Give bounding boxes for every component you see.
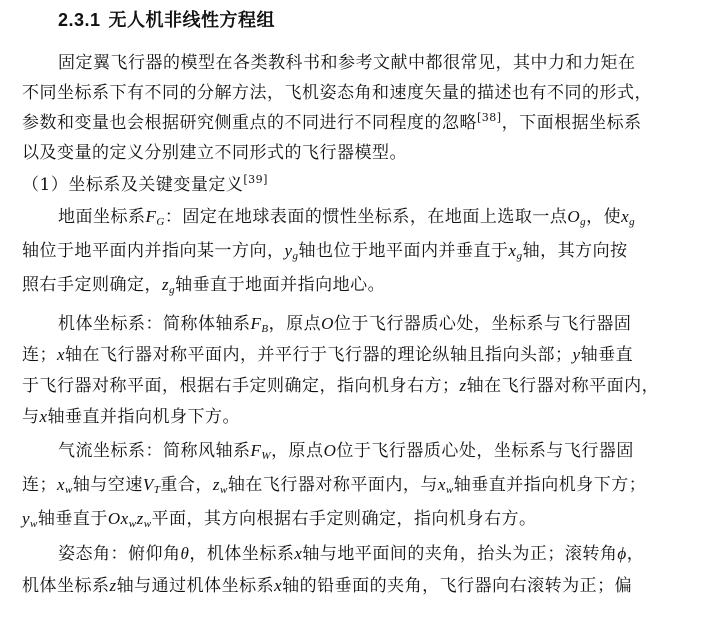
- text-line: [22, 170, 712, 200]
- text-run: 轴垂直于地面并指向地心。: [175, 275, 386, 295]
- text-run: ，机体坐标系: [189, 544, 295, 564]
- text-run: 照右手定则确定，: [22, 275, 162, 295]
- text-run: 轴与地平面间的夹角，抬头为正；滚转角: [302, 544, 618, 564]
- math-symbol: $z_w$: [212, 475, 228, 496]
- section-title: 无人机非线性方程组: [108, 10, 276, 30]
- text-run: 参数和变量也会根据研究侧重点的不同进行不同程度的忽略: [22, 113, 477, 133]
- math-symbol: $x_g$: [508, 241, 523, 262]
- text-line: [22, 370, 712, 401]
- text-line: [22, 78, 712, 108]
- text-run: ，使: [586, 207, 622, 227]
- text-line: [22, 538, 712, 570]
- math-symbol: $y_w$: [22, 509, 38, 530]
- text-run: 轴在飞行器对称平面内，: [466, 376, 660, 396]
- text-line: [22, 234, 712, 268]
- text-run: ：固定在地球表面的惯性坐标系，在地面上选取一点: [164, 207, 568, 227]
- text-run: 于飞行器对称平面，根据右手定则确定，指向机身右方；: [22, 376, 460, 396]
- text-run: 地面坐标系: [58, 207, 146, 227]
- math-symbol: y: [572, 345, 581, 364]
- subsection-heading: [22, 170, 712, 200]
- text-run: 轴位于地平面内并指向某一方向，: [22, 241, 285, 261]
- text-line: [22, 570, 712, 602]
- text-run: 轴垂直并指向机身下方。: [47, 407, 241, 427]
- text-run: 轴的铅垂面的夹角，飞行器向右滚转为正；偏: [282, 576, 633, 596]
- subsection-title: （1）坐标系及关键变量定义: [22, 175, 244, 195]
- text-run: 轴垂直: [580, 345, 634, 365]
- math-symbol: z: [459, 376, 467, 395]
- text-run: 机体坐标系：简称体轴系: [58, 314, 251, 334]
- math-symbol: O: [321, 314, 334, 333]
- text-line: [22, 401, 712, 432]
- text-run: ，下面根据坐标系: [501, 113, 642, 133]
- math-symbol: $x_g$: [621, 207, 636, 228]
- text-run: 轴垂直于: [37, 509, 108, 529]
- attitude-paragraph: [22, 538, 712, 602]
- math-symbol: $V_T$: [142, 475, 161, 496]
- text-run: 与: [22, 407, 40, 427]
- text-run: 轴也位于地平面内并垂直于: [298, 241, 509, 261]
- math-symbol: $O_g$: [567, 207, 587, 228]
- text-run: ，: [626, 544, 645, 564]
- text-run: 连；: [22, 475, 57, 495]
- text-run: ，原点: [271, 441, 324, 461]
- text-run: 位于飞行器质心处，坐标系与飞行器固: [336, 441, 634, 461]
- text-run: 轴在飞行器对称平面内，并平行于飞行器的理论纵轴且指向头部；: [65, 345, 573, 365]
- math-symbol: $Ox_wz_w$: [107, 509, 152, 530]
- text-run: 机体坐标系: [22, 576, 110, 596]
- text-line: [22, 48, 712, 78]
- text-line: [22, 339, 712, 370]
- text-run: 轴与空速: [72, 475, 143, 495]
- text-run: 轴垂直并指向机身下方；: [453, 475, 647, 495]
- text-run: 姿态角：俯仰角: [58, 544, 181, 564]
- math-symbol: O: [323, 441, 337, 460]
- citation-ref: [38]: [477, 111, 502, 124]
- text-line: [22, 434, 712, 468]
- math-symbol: $x_w$: [437, 475, 454, 496]
- math-symbol: z: [109, 576, 117, 595]
- math-symbol: $F_B$: [250, 314, 269, 335]
- text-run: ，原点: [268, 314, 322, 334]
- math-symbol: $x_w$: [57, 475, 73, 496]
- citation-ref: [39]: [243, 173, 268, 186]
- text-run: 轴在飞行器对称平面内，与: [227, 475, 438, 495]
- section-heading: [58, 6, 275, 32]
- text-run: 轴，其方向按: [522, 241, 628, 261]
- text-run: 固定翼飞行器的模型在各类教科书和参考文献中都很常见，其中力和力矩在: [58, 53, 636, 73]
- text-line: [22, 200, 712, 234]
- math-symbol: $F_W$: [250, 441, 272, 462]
- math-symbol: ϕ: [617, 544, 627, 563]
- math-symbol: θ: [180, 544, 190, 563]
- text-line: [22, 138, 712, 168]
- section-number: 2.3.1: [58, 10, 101, 30]
- ground-frame-paragraph: [22, 200, 712, 302]
- text-run: 位于飞行器质心处，坐标系与飞行器固: [333, 314, 632, 334]
- text-run: 气流坐标系：简称风轴系: [58, 441, 251, 461]
- math-symbol: $z_g$: [162, 275, 176, 296]
- wind-frame-paragraph: [22, 434, 712, 536]
- text-line: [22, 108, 712, 138]
- text-line: [22, 268, 712, 302]
- body-frame-paragraph: [22, 308, 712, 432]
- math-symbol: $y_g$: [284, 241, 299, 262]
- text-run: 连；: [22, 345, 57, 365]
- text-line: [22, 502, 712, 536]
- text-line: [22, 308, 712, 339]
- text-run: 以及变量的定义分别建立不同形式的飞行器模型。: [22, 143, 407, 163]
- intro-paragraph: [22, 48, 712, 168]
- text-run: 重合，: [160, 475, 213, 495]
- text-run: 轴与通过机体坐标系: [116, 576, 275, 596]
- text-run: 平面，其方向根据右手定则确定，指向机身右方。: [151, 509, 537, 529]
- math-symbol: x: [294, 544, 303, 563]
- text-line: [22, 468, 712, 502]
- math-symbol: x: [274, 576, 283, 595]
- text-run: 不同坐标系下有不同的分解方法，飞机姿态角和速度矢量的描述也有不同的形式，: [22, 83, 652, 103]
- math-symbol: x: [39, 407, 48, 426]
- math-symbol: x: [57, 345, 66, 364]
- math-symbol: $F_G$: [145, 207, 165, 228]
